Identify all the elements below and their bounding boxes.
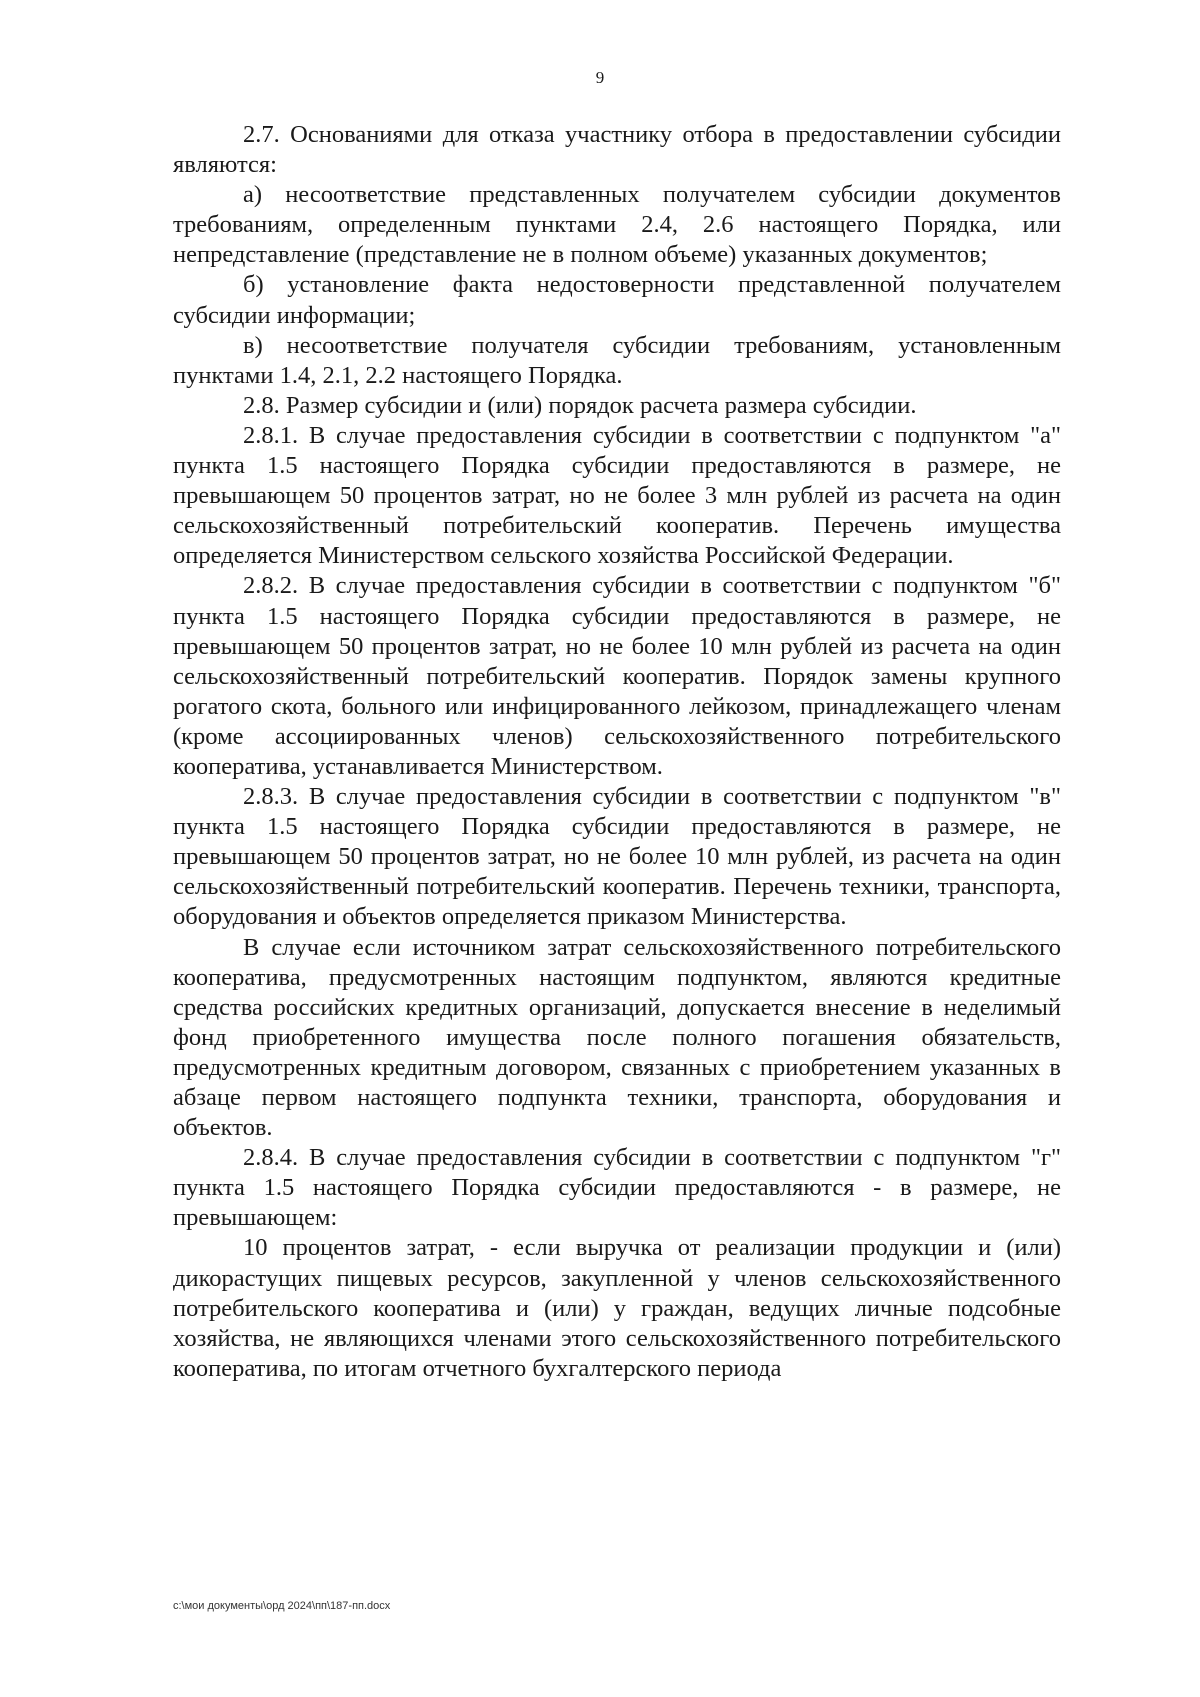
paragraph-2-7-a: а) несоответствие представленных получателем субсидии документов требованиям, определенным пунктами 2.4, 2.6 настоящего Порядка, или непредставление (представление не в полном объеме) указанных документов; [173, 181, 1061, 269]
paragraph-2-8-2: 2.8.2. В случае предоставления субсидии в соответствии с подпунктом "б" пункта 1.5 настоящего Порядка субсидии предоставляются в размере, не превышающем 50 процентов затрат, но не более 10 млн рублей из расчета на один сельскохозяйственный потребительский кооператив. Порядок замены крупного рогатого скота, больного или инфицированного лейкозом, принадлежащего членам (кроме ассоциированных членов) сельскохозяйственного потребительского кооператива, устанавливается Министерством. [173, 572, 1061, 780]
paragraph-2-7: 2.7. Основаниями для отказа участнику отбора в предоставлении субсидии являются: [173, 121, 1061, 179]
paragraph-2-8-4: 2.8.4. В случае предоставления субсидии в соответствии с подпунктом "г" пункта 1.5 настоящего Порядка субсидии предоставляются - в размере, не превышающем: [173, 1144, 1061, 1232]
paragraph-2-8-1: 2.8.1. В случае предоставления субсидии в соответствии с подпунктом "а" пункта 1.5 настоящего Порядка субсидии предоставляются в размере, не превышающем 50 процентов затрат, но не более 3 млн рублей из расчета на один сельскохозяйственный потребительский кооператив. Перечень имущества определяется Министерством сельского хозяйства Российской Федерации. [173, 421, 1061, 570]
page-number: 9 [595, 68, 605, 87]
document-body [173, 120, 1061, 1384]
paragraph-2-8-4-ten-percent: 10 процентов затрат, - если выручка от реализации продукции и (или) дикорастущих пищевых ресурсов, закупленной у членов сельскохозяйственного потребительского кооператива и (или) у граждан, ведущих личные подсобные хозяйства, не являющихся членами этого сельскохозяйственного потребительского кооператива, по итогам отчетного бухгалтерского периода [173, 1234, 1061, 1382]
paragraph-2-8-3-credit: В случае если источником затрат сельскохозяйственного потребительского кооператива, предусмотренных настоящим подпунктом, являются кредитные средства российских кредитных организаций, допускается внесение в неделимый фонд приобретенного имущества после полного погашения обязательств, предусмотренных кредитным договором, связанных с приобретением указанных в абзаце первом настоящего подпункта техники, транспорта, оборудования и объектов. [173, 933, 1061, 1142]
paragraph-2-7-v: в) несоответствие получателя субсидии требованиям, установленным пунктами 1.4, 2.1, 2.2 настоящего Порядка. [173, 331, 1061, 389]
paragraph-2-8: 2.8. Размер субсидии и (или) порядок расчета размера субсидии. [243, 391, 917, 419]
paragraph-2-7-b: б) установление факта недостоверности представленной получателем субсидии информации; [173, 271, 1061, 329]
footer-file-path: c:\мои документы\орд 2024\пп\187-пп.docx [173, 1600, 391, 1612]
paragraph-2-8-3: 2.8.3. В случае предоставления субсидии в соответствии с подпунктом "в" пункта 1.5 настоящего Порядка субсидии предоставляются в размере, не превышающем 50 процентов затрат, но не более 10 млн рублей, из расчета на один сельскохозяйственный потребительский кооператив. Перечень техники, транспорта, оборудования и объектов определяется приказом Министерства. [173, 783, 1061, 931]
